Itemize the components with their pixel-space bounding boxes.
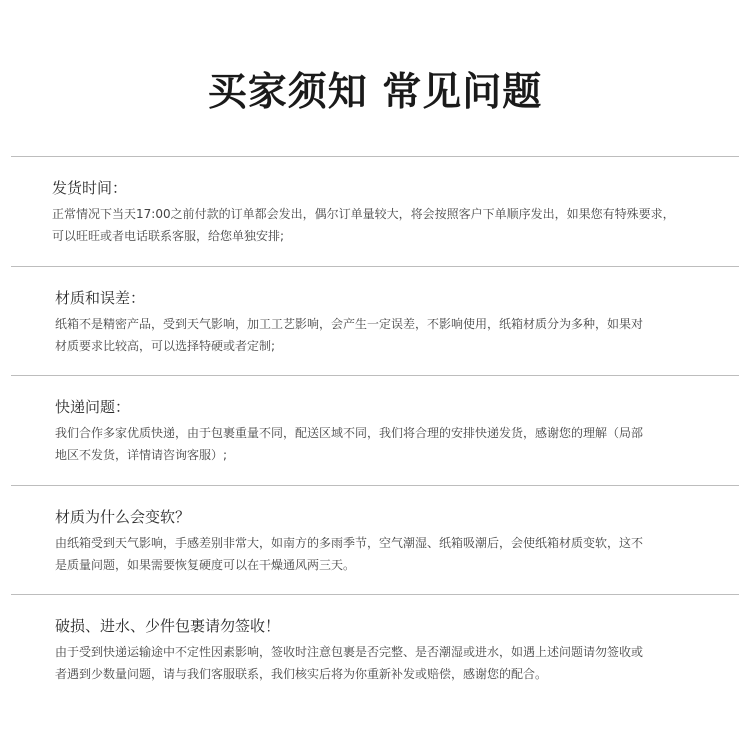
section-body [52,203,675,247]
section-body [55,422,643,466]
section-heading: 快递问题： [55,398,131,416]
divider [11,156,739,157]
section-body [55,641,643,685]
section-heading: 发货时间： [52,179,128,197]
body-line: 我们合作多家优质快递，由于包裹重量不同，配送区域不同，我们将合理的安排快递发货，感谢您的理解（局部 [55,426,644,440]
body-line: 是质量问题，如果需要恢复硬度可以在干燥通风两三天。 [55,558,356,572]
section-heading: 材质为什么会变软？ [55,508,191,526]
body-line: 材质要求比较高，可以选择特硬或者定制; [55,339,276,353]
section-body [55,532,643,576]
body-line: 正常情况下当天17:00之前付款的订单都会发出，偶尔订单量较大，将会按照客户下单顺序发出，如果您有特殊要求， [52,207,675,221]
divider [11,375,739,376]
divider [11,266,739,267]
section-body [55,313,643,357]
body-line: 纸箱不是精密产品，受到天气影响，加工工艺影响，会产生一定误差，不影响使用，纸箱材质分为多种，如果对 [55,317,644,331]
body-line: 者遇到少数量问题，请与我们客服联系，我们核实后将为你重新补发或赔偿，感谢您的配合。 [55,667,548,681]
body-line: 地区不发货，详情请咨询客服）; [55,448,228,462]
page-title: 买家须知 常见问题 [207,69,543,115]
section-heading: 破损、进水、少件包裹请勿签收！ [55,617,281,635]
section-heading: 材质和误差： [55,289,146,307]
body-line: 由于受到快递运输途中不定性因素影响，签收时注意包裹是否完整、是否潮湿或进水，如遇上述问题请勿签收或 [55,645,644,659]
body-line: 由纸箱受到天气影响，手感差别非常大，如南方的多雨季节，空气潮湿、纸箱吸潮后，会使纸箱材质变软，这不 [55,536,644,550]
divider [11,485,739,486]
divider [11,594,739,595]
body-line: 可以旺旺或者电话联系客服，给您单独安排; [52,229,285,243]
